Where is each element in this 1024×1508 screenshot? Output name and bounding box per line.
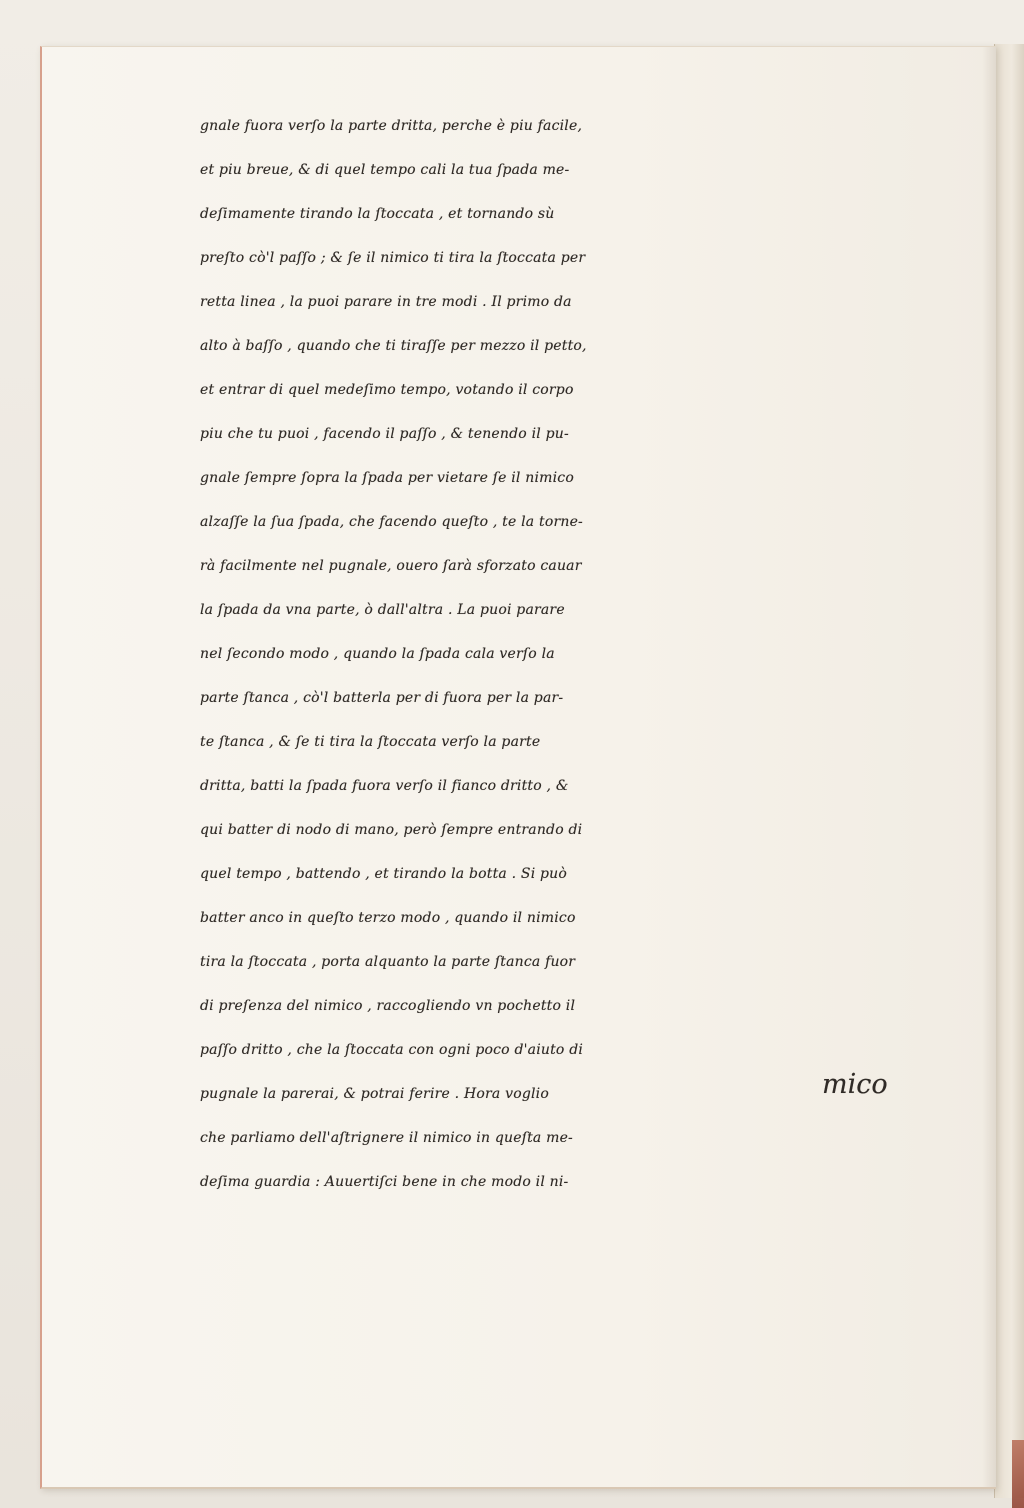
text-line: alzaſſe la ſua ſpada, che facendo queſto , te la torne- bbox=[200, 514, 583, 530]
text-line: gnale fuora verſo la parte dritta, perche è piu facile, bbox=[200, 118, 583, 134]
text-line: retta linea , la puoi parare in tre modi . Il primo da bbox=[200, 294, 572, 310]
text-line: et piu breue, & di quel tempo cali la tua ſpada me- bbox=[200, 162, 570, 178]
text-line: preſto cò'l paſſo ; & ſe il nimico ti tira la ſtoccata per bbox=[200, 250, 586, 266]
text-line: nel ſecondo modo , quando la ſpada cala verſo la bbox=[200, 646, 555, 662]
book-page bbox=[40, 46, 996, 1489]
text-line: quel tempo , battendo , et tirando la botta . Si può bbox=[200, 866, 568, 882]
text-line: gnale ſempre ſopra la ſpada per vietare ſe il nimico bbox=[200, 470, 574, 486]
text-line: pugnale la parerai, & potrai ferire . Hora voglio bbox=[200, 1086, 549, 1102]
text-line: di preſenza del nimico , raccogliendo vn pochetto il bbox=[200, 998, 576, 1014]
text-line: piu che tu puoi , facendo il paſſo , & tenendo il pu- bbox=[200, 426, 569, 442]
text-line: batter anco in queſto terzo modo , quando il nimico bbox=[200, 910, 576, 926]
text-line: parte ſtanca , cò'l batterla per di fuora per la par- bbox=[200, 690, 564, 706]
text-line: tira la ſtoccata , porta alquanto la parte ſtanca fuor bbox=[200, 954, 576, 970]
catchword: mico bbox=[822, 1069, 888, 1100]
text-line: et entrar di quel medeſimo tempo, votando il corpo bbox=[200, 382, 574, 398]
body-text bbox=[200, 104, 1000, 1204]
text-line: qui batter di nodo di mano, però ſempre entrando di bbox=[200, 822, 583, 838]
text-line: dritta, batti la ſpada fuora verſo il fianco dritto , & bbox=[200, 778, 569, 794]
text-line: paſſo dritto , che la ſtoccata con ogni poco d'aiuto di bbox=[200, 1042, 584, 1058]
text-line: deſima guardia : Auuertiſci bene in che modo il ni- bbox=[200, 1174, 569, 1190]
text-line: te ſtanca , & ſe ti tira la ſtoccata verſo la parte bbox=[200, 734, 541, 750]
text-line: alto à baſſo , quando che ti tiraſſe per mezzo il petto, bbox=[200, 338, 587, 354]
text-line: la ſpada da vna parte, ò dall'altra . La puoi parare bbox=[200, 602, 565, 618]
text-line: deſimamente tirando la ſtoccata , et tornando sù bbox=[200, 206, 555, 222]
text-line: che parliamo dell'aſtrignere il nimico in queſta me- bbox=[200, 1130, 573, 1146]
binding-edge bbox=[1012, 1440, 1024, 1508]
text-line: rà facilmente nel pugnale, ouero ſarà sforzato cauar bbox=[200, 558, 582, 574]
